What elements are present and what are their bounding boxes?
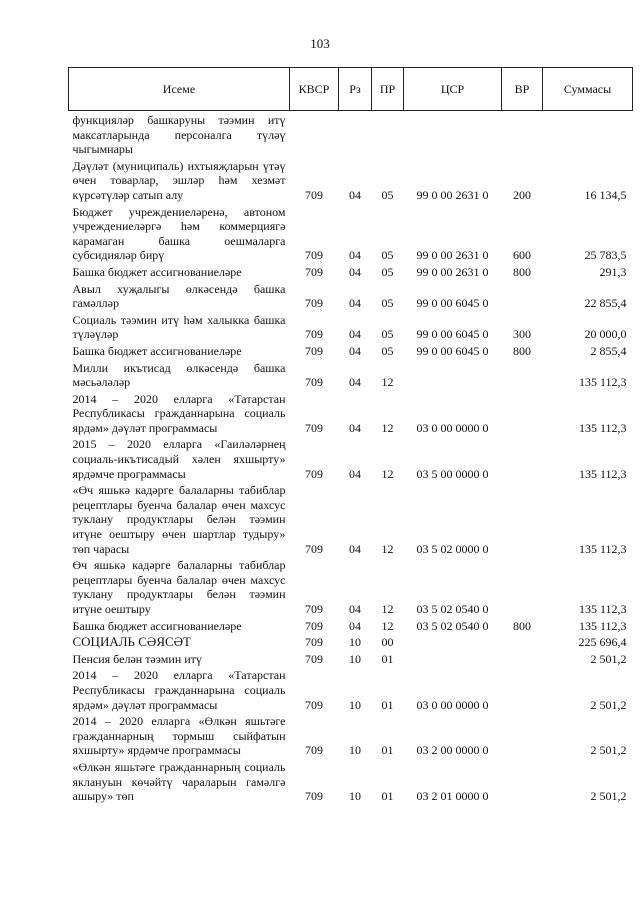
table-row bbox=[69, 760, 633, 806]
cell-sum bbox=[543, 111, 633, 159]
table-row bbox=[69, 635, 633, 652]
cell-sum: 22 855,4 bbox=[584, 296, 627, 311]
cell-csr: 03 0 00 0000 0 bbox=[416, 420, 489, 435]
cell-csr bbox=[404, 635, 502, 652]
cell-kvsr: 709 bbox=[305, 296, 323, 311]
cell-name: Социаль тәэмин итү һәм халыкка башка түләүләр bbox=[72, 312, 286, 342]
cell-csr: 99 0 00 6045 0 bbox=[416, 327, 489, 342]
cell-csr: 03 5 00 0000 0 bbox=[416, 466, 489, 481]
table-row bbox=[69, 313, 633, 344]
cell-sum: 135 112,3 bbox=[578, 541, 627, 556]
cell-pr: 00 bbox=[381, 635, 394, 650]
cell-csr: 03 5 02 0540 0 bbox=[416, 602, 489, 616]
cell-vr bbox=[502, 652, 543, 669]
cell-csr bbox=[404, 361, 502, 392]
cell-pr: 01 bbox=[381, 697, 394, 712]
cell-vr: 200 bbox=[513, 187, 531, 202]
cell-pr: 12 bbox=[381, 618, 394, 633]
cell-csr: 03 2 00 0000 0 bbox=[416, 743, 489, 758]
cell-kvsr: 709 bbox=[305, 248, 323, 263]
table-row bbox=[69, 668, 633, 714]
table-row bbox=[69, 282, 633, 313]
cell-vr bbox=[502, 483, 543, 558]
table-row bbox=[69, 361, 633, 392]
cell-rz: 10 bbox=[349, 789, 361, 804]
header-pr: ПР bbox=[372, 68, 404, 111]
cell-name: «Өлкән яшьтәге гражданнарның социаль яклануын көчәйтү чараларын гамәлгә ашыру» төп bbox=[72, 759, 286, 804]
cell-pr: 05 bbox=[381, 327, 394, 342]
cell-kvsr: 709 bbox=[305, 697, 323, 712]
cell-rz bbox=[339, 111, 372, 159]
cell-pr: 05 bbox=[381, 343, 394, 358]
header-vr: ВР bbox=[502, 68, 543, 111]
cell-name: Башка бюджет ассигнованиеләре bbox=[72, 343, 242, 358]
cell-name: Өч яшькә кадәрге балаларны табиблар рецептлары буенча балалар өчен махсус туклану продуктлары белән тәэмин итүне оештыру bbox=[72, 558, 286, 616]
cell-name: СОЦИАЛЬ СӘЯСӘТ bbox=[72, 634, 191, 650]
cell-kvsr bbox=[290, 111, 339, 159]
cell-rz: 04 bbox=[349, 327, 361, 342]
cell-sum: 20 000,0 bbox=[584, 327, 627, 342]
budget-table bbox=[68, 67, 633, 806]
cell-vr bbox=[502, 760, 543, 806]
cell-sum: 2 855,4 bbox=[590, 343, 627, 358]
cell-vr bbox=[502, 714, 543, 760]
cell-kvsr: 709 bbox=[305, 327, 323, 342]
cell-name: 2015 – 2020 елларга «Гаиләләрнең социаль-икътисадый хәлен яхшырту» ярдәмче программасы bbox=[72, 437, 286, 481]
cell-rz: 04 bbox=[349, 541, 361, 556]
cell-sum: 225 696,4 bbox=[578, 635, 627, 650]
cell-kvsr: 709 bbox=[305, 264, 323, 279]
cell-vr bbox=[502, 392, 543, 438]
table-row bbox=[69, 265, 633, 282]
cell-rz: 04 bbox=[349, 618, 361, 633]
cell-name: Авыл хуҗалыгы өлкәсендә башка гамәлләр bbox=[72, 281, 286, 311]
table-row bbox=[69, 652, 633, 669]
table-row bbox=[69, 392, 633, 438]
cell-name: функцияләр башкаруны тәэмин итү максатларында персоналга түләү чыгымнары bbox=[72, 113, 286, 157]
cell-vr: 800 bbox=[513, 343, 531, 358]
cell-pr: 05 bbox=[381, 248, 394, 263]
cell-pr: 05 bbox=[381, 296, 394, 311]
cell-sum: 25 783,5 bbox=[584, 248, 627, 263]
cell-rz: 04 bbox=[349, 343, 361, 358]
table-row bbox=[69, 483, 633, 558]
cell-pr: 01 bbox=[381, 789, 394, 804]
cell-name: 2014 – 2020 елларга «Татарстан Республикасы гражданнарына социаль ярдәм» дәүләт программасы bbox=[72, 668, 286, 712]
header-sum: Суммасы bbox=[543, 68, 633, 111]
cell-csr: 03 5 02 0540 0 bbox=[416, 618, 489, 633]
cell-csr bbox=[404, 111, 502, 159]
cell-rz: 04 bbox=[349, 420, 361, 435]
cell-csr: 03 5 02 0000 0 bbox=[416, 541, 489, 556]
cell-pr: 12 bbox=[381, 541, 394, 556]
cell-name: 2014 – 2020 елларга «Өлкән яшьтәге гражданнарның тормыш сыйфатын яхшырту» ярдәмче программасы bbox=[72, 714, 286, 758]
cell-kvsr: 709 bbox=[305, 343, 323, 358]
cell-kvsr: 709 bbox=[305, 602, 323, 616]
cell-name: Бюджет учреждениеләренә, автоном учреждениеләргә һәм коммерциягә карамаган башка оешмаларга субсидияләр бирү bbox=[72, 204, 286, 263]
cell-rz: 04 bbox=[349, 296, 361, 311]
cell-kvsr: 709 bbox=[305, 651, 323, 666]
cell-kvsr: 709 bbox=[305, 618, 323, 633]
cell-pr: 12 bbox=[381, 375, 394, 390]
cell-rz: 10 bbox=[349, 697, 361, 712]
cell-rz: 04 bbox=[349, 602, 361, 616]
cell-pr: 01 bbox=[381, 651, 394, 666]
cell-rz: 10 bbox=[349, 635, 361, 650]
table-row bbox=[69, 111, 633, 159]
cell-csr: 99 0 00 6045 0 bbox=[416, 296, 489, 311]
table-header-row bbox=[69, 68, 633, 111]
cell-sum: 16 134,5 bbox=[584, 187, 627, 202]
cell-sum: 291,3 bbox=[599, 264, 627, 279]
cell-vr bbox=[502, 668, 543, 714]
cell-name: Башка бюджет ассигнованиеләре bbox=[72, 264, 242, 279]
cell-pr: 01 bbox=[381, 743, 394, 758]
cell-vr bbox=[502, 635, 543, 652]
table-row bbox=[69, 159, 633, 205]
cell-pr bbox=[372, 111, 404, 159]
cell-rz: 04 bbox=[349, 248, 361, 263]
cell-pr: 12 bbox=[381, 466, 394, 481]
cell-csr: 99 0 00 6045 0 bbox=[416, 343, 489, 358]
cell-sum: 135 112,3 bbox=[578, 420, 627, 435]
cell-sum: 135 112,3 bbox=[578, 375, 627, 390]
cell-sum: 2 501,2 bbox=[590, 697, 627, 712]
table-row bbox=[69, 437, 633, 483]
header-name: Исеме bbox=[69, 68, 290, 111]
cell-sum: 2 501,2 bbox=[590, 789, 627, 804]
cell-vr bbox=[502, 558, 543, 618]
cell-rz: 10 bbox=[349, 743, 361, 758]
cell-name: Дәүләт (муниципаль) ихтыяҗларын үтәү өчен товарлар, эшләр һәм хезмәт күрсәтүләр сатып алу bbox=[72, 158, 286, 202]
cell-sum: 2 501,2 bbox=[590, 651, 627, 666]
table-row bbox=[69, 205, 633, 265]
cell-sum: 135 112,3 bbox=[578, 618, 627, 633]
table-row bbox=[69, 344, 633, 361]
cell-kvsr: 709 bbox=[305, 375, 323, 390]
cell-kvsr: 709 bbox=[305, 789, 323, 804]
cell-rz: 04 bbox=[349, 375, 361, 390]
cell-vr bbox=[502, 437, 543, 483]
cell-name: Пенсия белән тәэмин итү bbox=[72, 651, 202, 666]
cell-vr bbox=[502, 361, 543, 392]
cell-rz: 10 bbox=[349, 651, 361, 666]
cell-csr bbox=[404, 652, 502, 669]
cell-kvsr: 709 bbox=[305, 187, 323, 202]
cell-kvsr: 709 bbox=[305, 635, 323, 650]
cell-csr: 03 2 01 0000 0 bbox=[416, 789, 489, 804]
table-row bbox=[69, 619, 633, 636]
cell-kvsr: 709 bbox=[305, 466, 323, 481]
table-row bbox=[69, 558, 633, 618]
cell-kvsr: 709 bbox=[305, 743, 323, 758]
cell-pr: 12 bbox=[381, 602, 394, 616]
cell-rz: 04 bbox=[349, 466, 361, 481]
cell-vr bbox=[502, 111, 543, 159]
cell-sum: 135 112,3 bbox=[578, 466, 627, 481]
cell-pr: 12 bbox=[381, 420, 394, 435]
cell-vr: 300 bbox=[513, 327, 531, 342]
header-kvsr: КВСР bbox=[290, 68, 339, 111]
header-rz: Рз bbox=[339, 68, 372, 111]
cell-name: Милли икътисад өлкәсендә башка мәсьәләләр bbox=[72, 360, 286, 390]
cell-vr: 800 bbox=[513, 618, 531, 633]
cell-csr: 03 0 00 0000 0 bbox=[416, 697, 489, 712]
cell-vr: 600 bbox=[513, 248, 531, 263]
cell-name: 2014 – 2020 елларга «Татарстан Республикасы гражданнарына социаль ярдәм» дәүләт программасы bbox=[72, 391, 286, 435]
cell-pr: 05 bbox=[381, 187, 394, 202]
cell-sum: 2 501,2 bbox=[590, 743, 627, 758]
table-row bbox=[69, 714, 633, 760]
cell-pr: 05 bbox=[381, 264, 394, 279]
cell-name: Башка бюджет ассигнованиеләре bbox=[72, 618, 242, 633]
cell-kvsr: 709 bbox=[305, 541, 323, 556]
cell-kvsr: 709 bbox=[305, 420, 323, 435]
cell-rz: 04 bbox=[349, 187, 361, 202]
cell-rz: 04 bbox=[349, 264, 361, 279]
cell-csr: 99 0 00 2631 0 bbox=[416, 264, 489, 279]
cell-csr: 99 0 00 2631 0 bbox=[416, 187, 489, 202]
cell-name: «Өч яшькә кадәрге балаларны табиблар рецептлары буенча балалар өчен махсус туклану продуктлары белән тәэмин итүне оештыру өчен шартлар тудыру» төп чарасы bbox=[72, 483, 286, 556]
cell-csr: 99 0 00 2631 0 bbox=[416, 248, 489, 263]
header-csr: ЦСР bbox=[404, 68, 502, 111]
cell-sum: 135 112,3 bbox=[578, 602, 627, 616]
cell-vr bbox=[502, 282, 543, 313]
cell-vr: 800 bbox=[513, 264, 531, 279]
page-number: 103 bbox=[310, 36, 330, 51]
